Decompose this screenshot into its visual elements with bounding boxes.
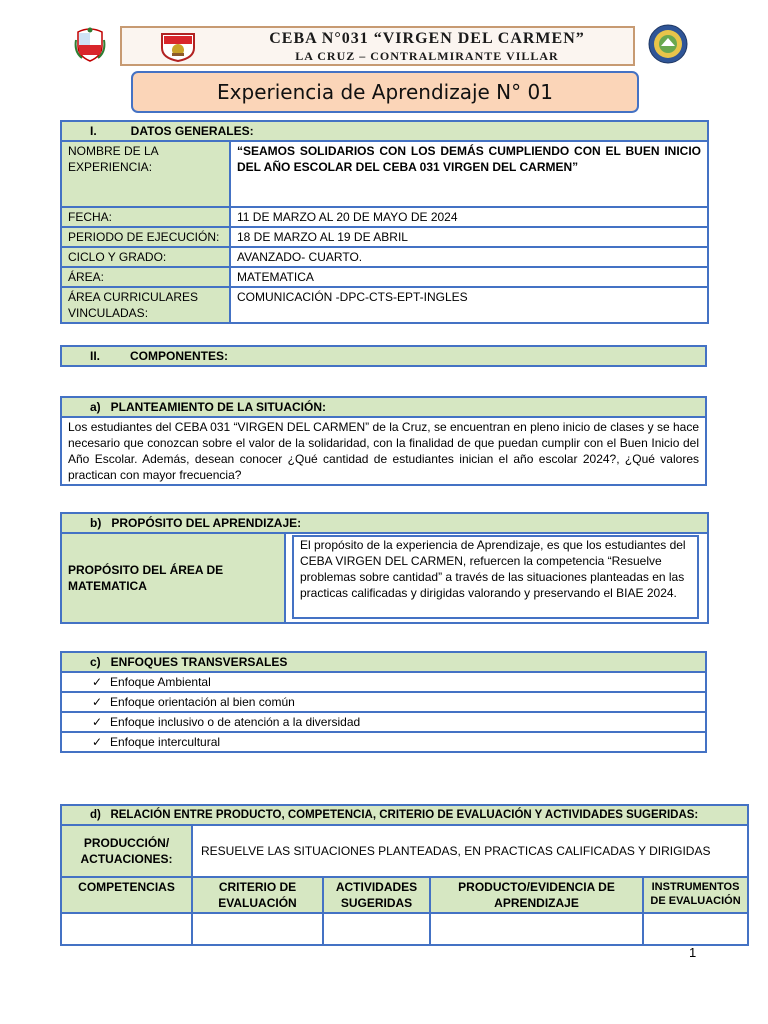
page-number: 1 xyxy=(689,945,697,960)
row-label-ciclo: CICLO Y GRADO: xyxy=(61,247,230,267)
col-competencias: COMPETENCIAS xyxy=(61,877,192,913)
check-icon: ✓ xyxy=(91,695,103,709)
enfoque-item xyxy=(61,672,706,692)
empty-cell xyxy=(61,913,192,945)
enfoque-item xyxy=(61,692,706,712)
componentes-heading-table xyxy=(60,345,707,367)
section-number: I. xyxy=(90,124,97,138)
row-label-areas-vinculadas: ÁREA CURRICULARES VINCULADAS: xyxy=(61,287,230,323)
document-header xyxy=(0,22,768,70)
banner-subtitle: LA CRUZ – CONTRALMIRANTE VILLAR xyxy=(295,49,559,63)
relacion-heading: d) RELACIÓN ENTRE PRODUCTO, COMPETENCIA, CRITERIO DE EVALUACIÓN Y ACTIVIDADES SUGERIDAS: xyxy=(61,805,748,825)
empty-cell xyxy=(643,913,748,945)
col-instrumentos: INSTRUMENTOS DE EVALUACIÓN xyxy=(643,877,748,913)
proposito-label: PROPÓSITO DEL ÁREA DE MATEMATICA xyxy=(61,533,285,623)
col-producto: PRODUCTO/EVIDENCIA DE APRENDIZAJE xyxy=(430,877,643,913)
datos-generales-table xyxy=(60,120,709,324)
row-label-area: ÁREA: xyxy=(61,267,230,287)
row-value-areas-vinculadas: COMUNICACIÓN -DPC-CTS-EPT-INGLES xyxy=(230,287,708,323)
componentes-heading xyxy=(61,346,706,366)
peru-coat-of-arms-icon xyxy=(74,26,106,62)
empty-cell xyxy=(192,913,323,945)
enfoques-table xyxy=(60,651,707,753)
row-value-nombre: “SEAMOS SOLIDARIOS CON LOS DEMÁS CUMPLIENDO CON EL BUEN INICIO DEL AÑO ESCOLAR DEL CEBA 031 VIRGEN DEL CARMEN” xyxy=(230,141,708,207)
col-criterio: CRITERIO DE EVALUACIÓN xyxy=(192,877,323,913)
check-icon: ✓ xyxy=(91,735,103,749)
proposito-text: El propósito de la experiencia de Aprendizaje, es que los estudiantes del CEBA VIRGEN DEL CARMEN, refuercen la competencia “Resuelve problemas sobre cantidad” a través de las situaciones planteadas en las practicas calificadas y dirigidas valorando y preservando el BIAE 2024. xyxy=(292,535,699,619)
planteamiento-text: Los estudiantes del CEBA 031 “VIRGEN DEL CARMEN” de la Cruz, se encuentran en pleno inicio de clases y se hace necesario que conozcan sobre el valor de la solidaridad, con la finalidad de que puedan cumplir con el Buen Inicio del Año Escolar. Además, desean conocer ¿Qué cantidad de estudiantes inician el año escolar 2024?, ¿Qué valores practican con mayor frecuencia? xyxy=(61,417,706,485)
experience-title: Experiencia de Aprendizaje N° 01 xyxy=(131,71,639,113)
proposito-cell xyxy=(285,533,708,623)
row-label-nombre: NOMBRE DE LA EXPERIENCIA: xyxy=(61,141,230,207)
check-icon: ✓ xyxy=(91,715,103,729)
planteamiento-table xyxy=(60,396,707,486)
school-logo-icon xyxy=(158,30,198,62)
relacion-table xyxy=(60,804,749,946)
empty-cell xyxy=(323,913,430,945)
datos-generales-heading xyxy=(61,121,708,141)
section-number: II. xyxy=(90,349,101,363)
empty-cell xyxy=(430,913,643,945)
row-value-ciclo: AVANZADO- CUARTO. xyxy=(230,247,708,267)
enfoque-label: Enfoque inclusivo o de atención a la diversidad xyxy=(110,715,361,729)
enfoques-heading: c) ENFOQUES TRANSVERSALES xyxy=(61,652,706,672)
check-icon: ✓ xyxy=(91,675,103,689)
enfoque-label: Enfoque orientación al bien común xyxy=(110,695,295,709)
banner-title: CEBA N°031 “VIRGEN DEL CARMEN” xyxy=(269,30,585,47)
col-actividades: ACTIVIDADES SUGERIDAS xyxy=(323,877,430,913)
proposito-table xyxy=(60,512,709,624)
section-title: COMPONENTES: xyxy=(130,349,229,363)
row-value-fecha: 11 DE MARZO AL 20 DE MAYO DE 2024 xyxy=(230,207,708,227)
school-banner xyxy=(120,26,635,66)
row-value-periodo: 18 DE MARZO AL 19 DE ABRIL xyxy=(230,227,708,247)
row-label-fecha: FECHA: xyxy=(61,207,230,227)
produccion-value: RESUELVE LAS SITUACIONES PLANTEADAS, EN PRACTICAS CALIFICADAS Y DIRIGIDAS xyxy=(192,825,748,877)
proposito-heading: b) PROPÓSITO DEL APRENDIZAJE: xyxy=(61,513,708,533)
section-title: DATOS GENERALES: xyxy=(130,124,254,138)
produccion-label: PRODUCCIÓN/ ACTUACIONES: xyxy=(61,825,192,877)
enfoque-label: Enfoque Ambiental xyxy=(110,675,211,689)
enfoque-item xyxy=(61,732,706,752)
enfoque-item xyxy=(61,712,706,732)
planteamiento-heading: a) PLANTEAMIENTO DE LA SITUACIÓN: xyxy=(61,397,706,417)
institution-seal-icon xyxy=(648,24,688,64)
row-label-periodo: PERIODO DE EJECUCIÓN: xyxy=(61,227,230,247)
enfoque-label: Enfoque intercultural xyxy=(110,735,221,749)
row-value-area: MATEMATICA xyxy=(230,267,708,287)
